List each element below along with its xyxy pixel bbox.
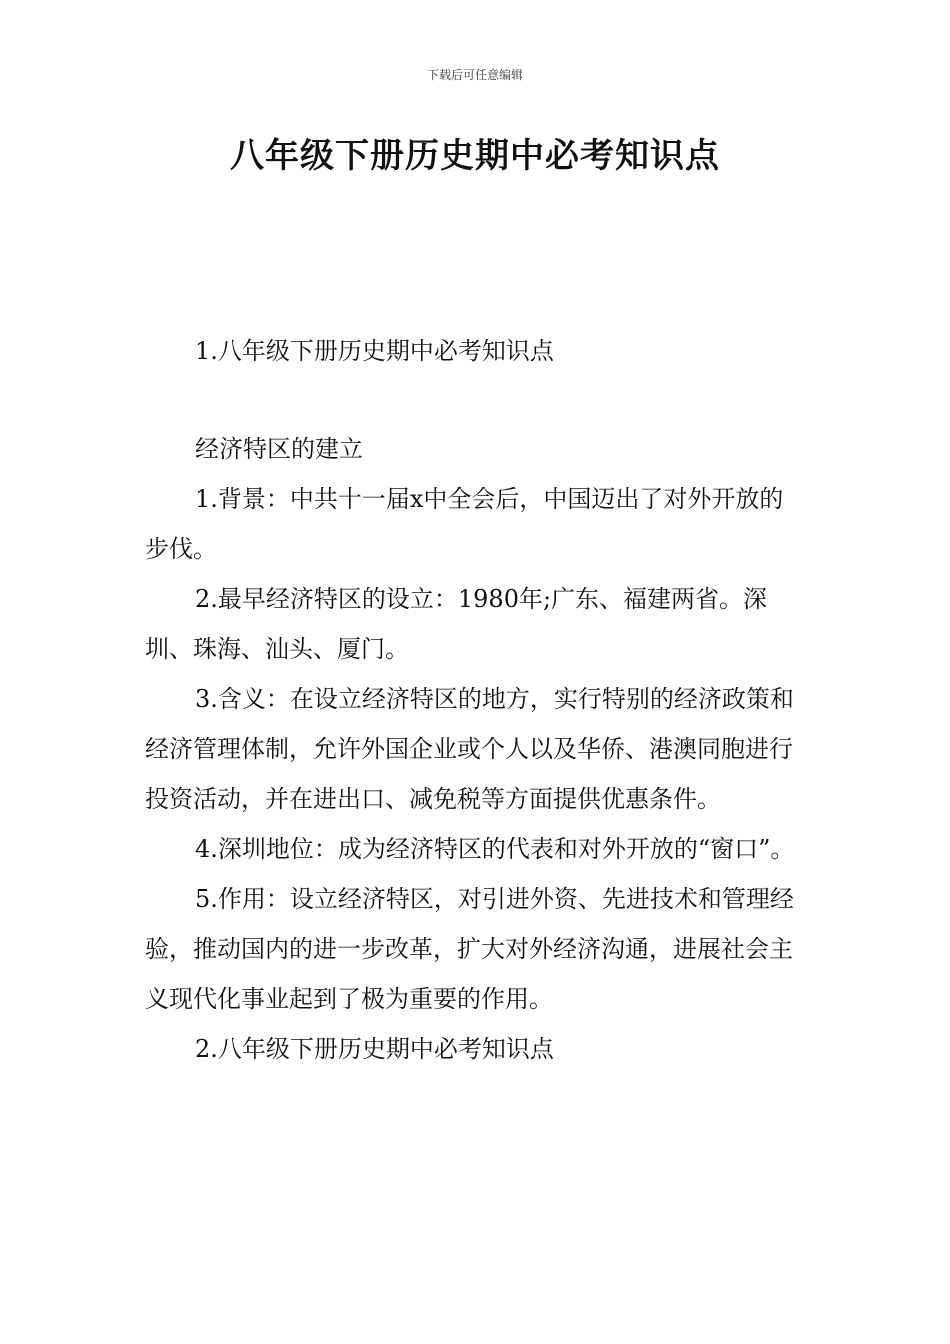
body-text xyxy=(145,424,807,1074)
paragraph-5: 5.作用：设立经济特区，对引进外资、先进技术和管理经验，推动国内的进一步改革，扩大对外经济沟通，进展社会主义现代化事业起到了极为重要的作用。 xyxy=(145,885,794,1013)
paragraph-2: 2.最早经济特区的设立：1980年;广东、福建两省。深圳、珠海、汕头、厦门。 xyxy=(145,585,768,663)
paragraph-1: 1.背景：中共十一届x中全会后，中国迈出了对外开放的步伐。 xyxy=(145,485,784,563)
paragraph-4: 4.深圳地位：成为经济特区的代表和对外开放的“窗口”。 xyxy=(195,835,795,863)
document-title: 八年级下册历史期中必考知识点 xyxy=(230,136,720,176)
section-heading-2: 2.八年级下册历史期中必考知识点 xyxy=(195,1035,554,1063)
section-heading-1: 1.八年级下册历史期中必考知识点 xyxy=(195,337,554,365)
header-note: 下载后可任意编辑 xyxy=(426,68,523,82)
paragraph-3: 3.含义：在设立经济特区的地方，实行特别的经济政策和经济管理体制，允许外国企业或个人以及华侨、港澳同胞进行投资活动，并在进出口、减免税等方面提供优惠条件。 xyxy=(145,685,794,813)
subheading: 经济特区的建立 xyxy=(195,435,363,463)
